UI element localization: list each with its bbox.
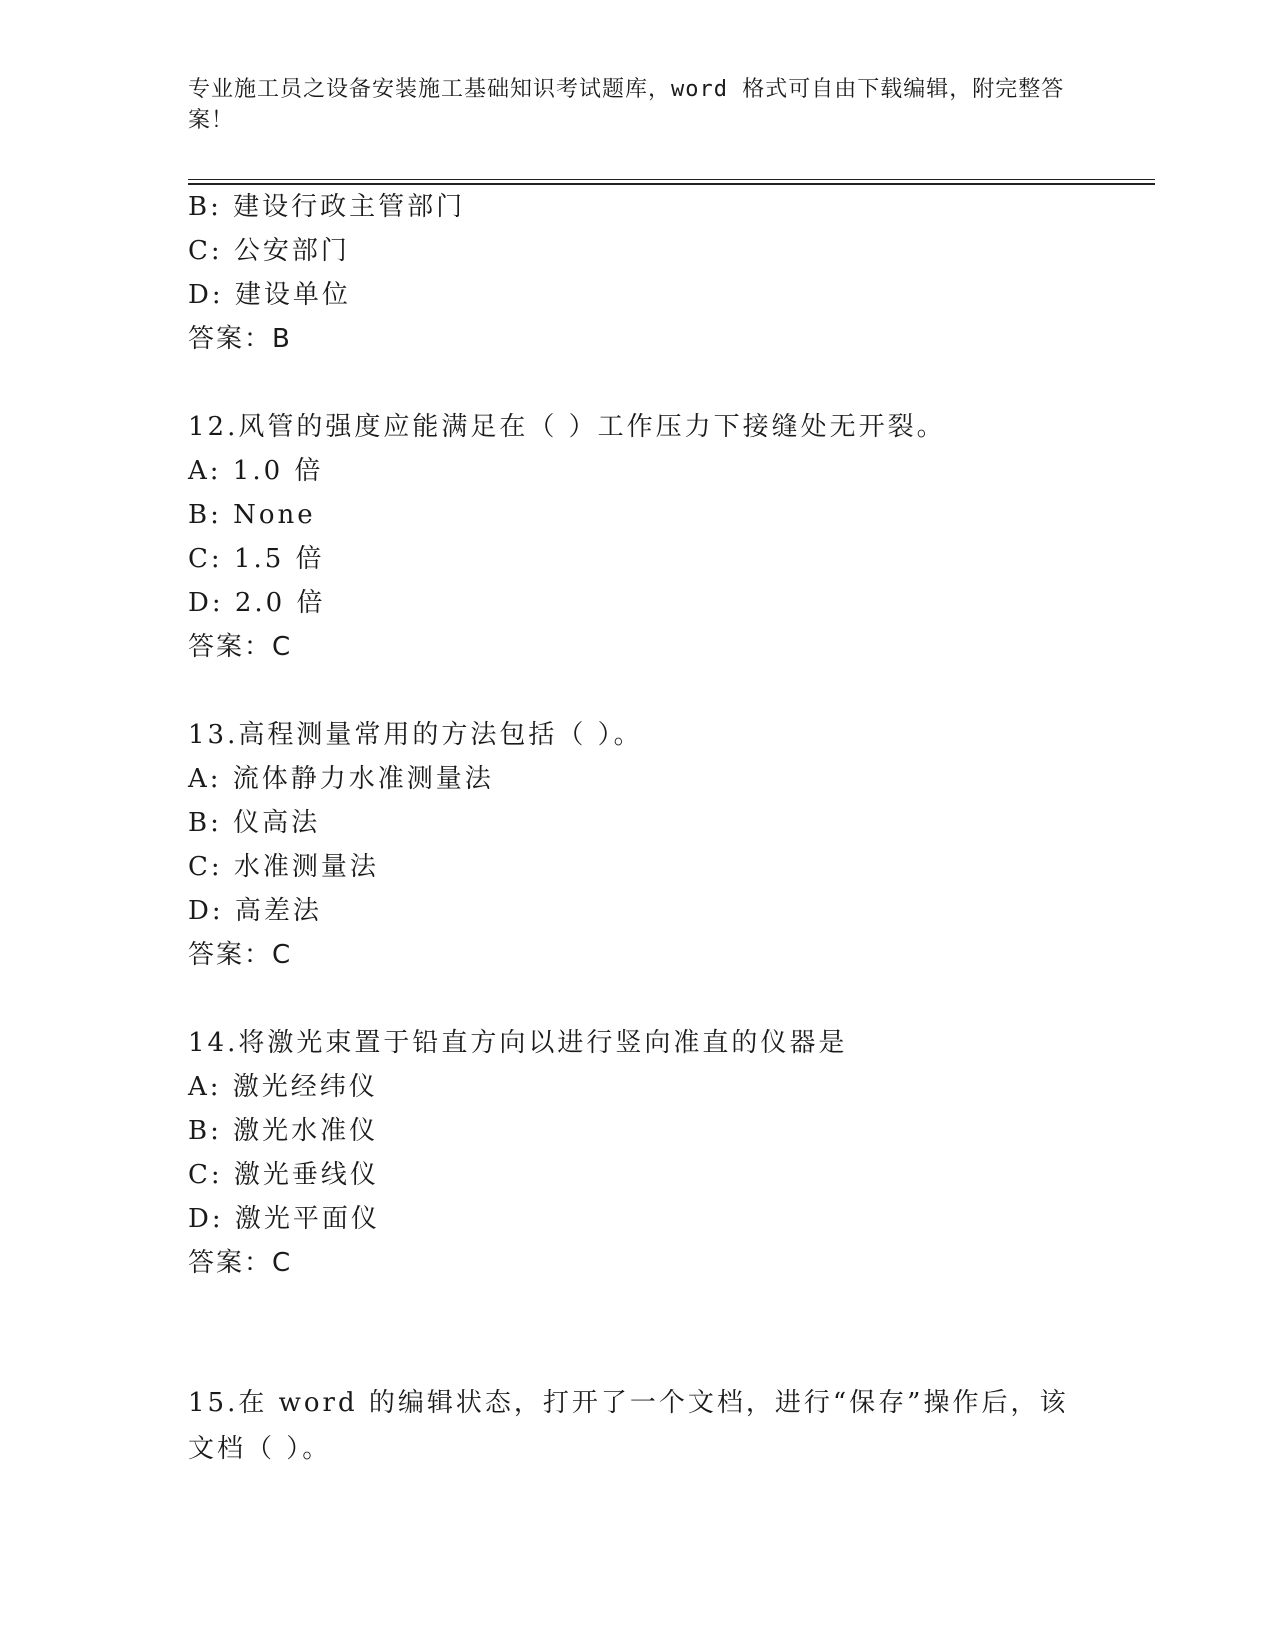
q13-option-a: A: 流体静力水准测量法 xyxy=(188,764,494,794)
q12-answer: 答案：C xyxy=(188,632,293,662)
q12-option-b: B: None xyxy=(188,500,316,530)
header-divider-thick xyxy=(188,183,1155,185)
q11-option-b: B: 建设行政主管部门 xyxy=(188,192,466,222)
q13-option-b: B: 仪高法 xyxy=(188,808,321,838)
header-divider-thin xyxy=(188,179,1155,180)
q14-option-b: B: 激光水准仪 xyxy=(188,1116,379,1146)
q12-option-d: D: 2.0 倍 xyxy=(188,588,326,618)
q12-option-c: C: 1.5 倍 xyxy=(188,544,325,574)
q14-option-c: C: 激光垂线仪 xyxy=(188,1160,379,1190)
q15-question: 15.在 word 的编辑状态，打开了一个文档，进行“保存”操作后，该文档（ ）。 xyxy=(188,1388,1069,1464)
document-header: 专业施工员之设备安装施工基础知识考试题库，word 格式可自由下载编辑，附完整答案！ xyxy=(188,77,1065,133)
q13-answer: 答案：C xyxy=(188,940,293,970)
q13-option-c: C: 水准测量法 xyxy=(188,852,379,882)
q12-option-a: A: 1.0 倍 xyxy=(188,456,324,486)
q14-option-a: A: 激光经纬仪 xyxy=(188,1072,378,1102)
q12-question: 12.风管的强度应能满足在（ ）工作压力下接缝处无开裂。 xyxy=(188,412,946,442)
q11-answer: 答案：B xyxy=(188,324,292,354)
q11-option-c: C: 公安部门 xyxy=(188,236,350,266)
q14-question: 14.将激光束置于铅直方向以进行竖向准直的仪器是 xyxy=(188,1028,848,1058)
q11-option-d: D: 建设单位 xyxy=(188,280,351,310)
q13-question: 13.高程测量常用的方法包括（ ）。 xyxy=(188,720,643,750)
q14-option-d: D: 激光平面仪 xyxy=(188,1204,380,1234)
q14-answer: 答案：C xyxy=(188,1248,293,1278)
q13-option-d: D: 高差法 xyxy=(188,896,322,926)
